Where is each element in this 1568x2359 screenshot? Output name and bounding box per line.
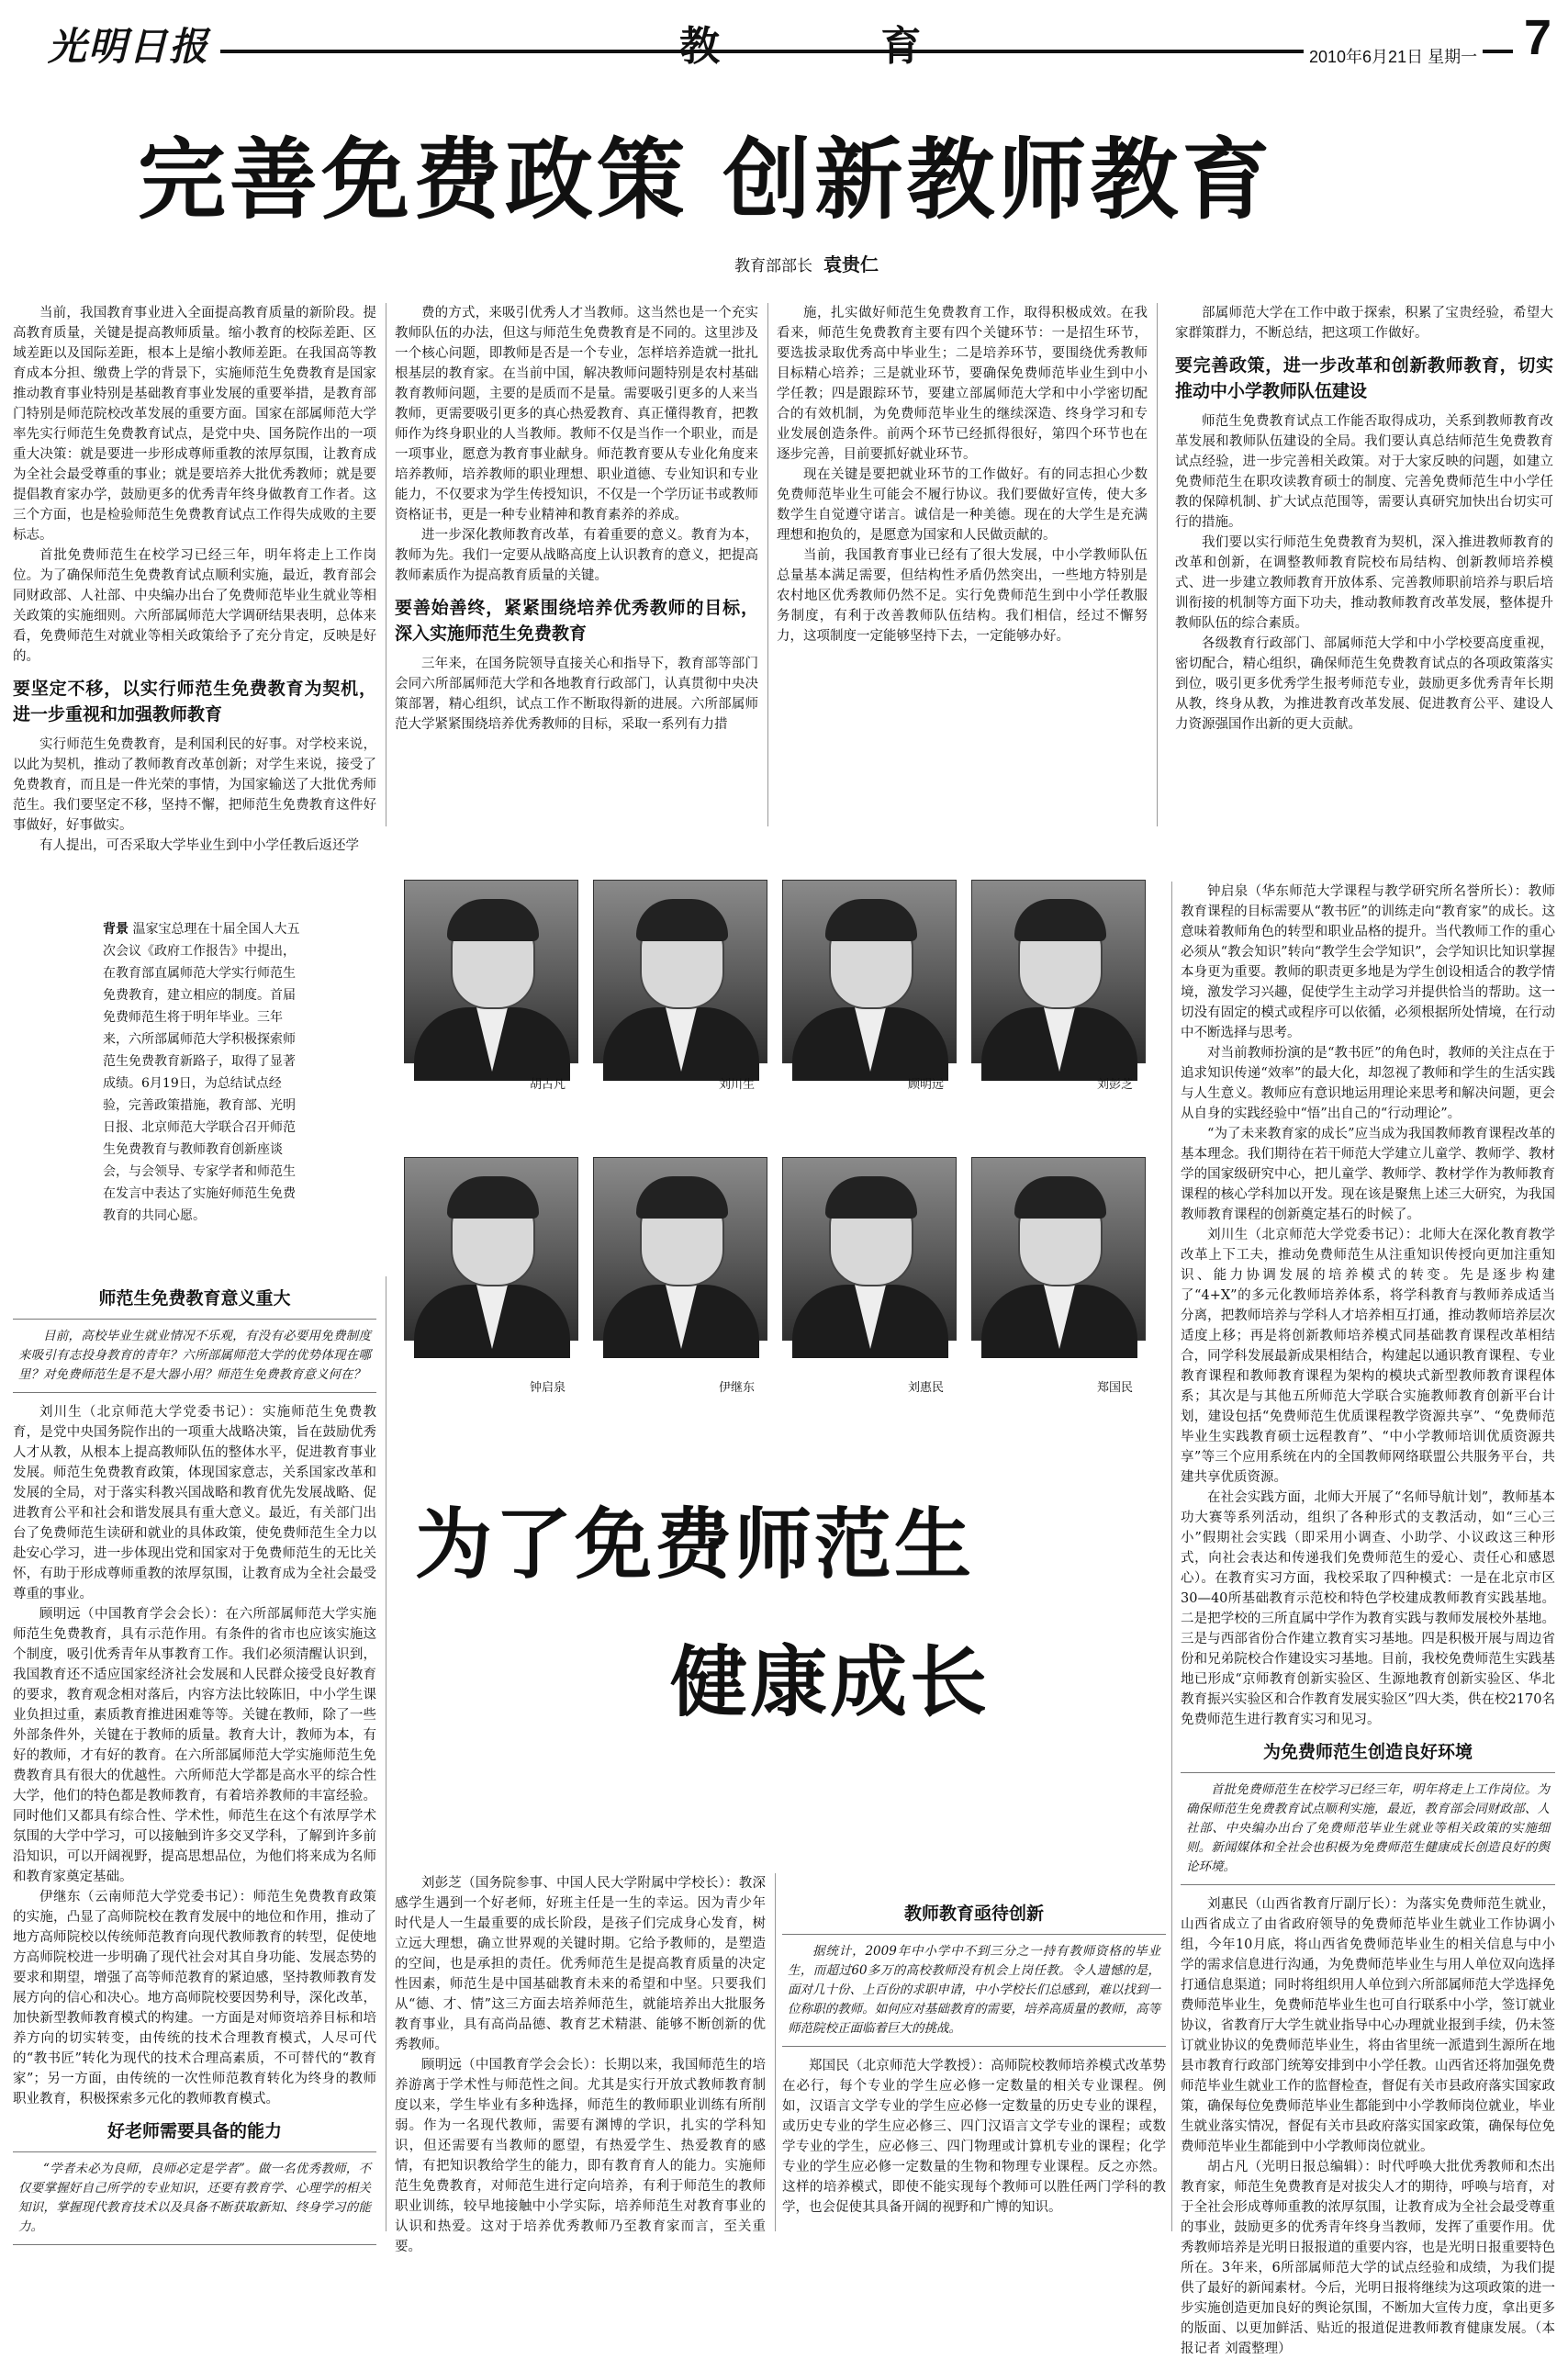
lead-paragraph: 施，扎实做好师范生免费教育工作，取得积极成效。在我看来，师范生免费教育主要有四个关键环节：一是招生环节，要选拔录取优秀高中毕业生；二是培养环节，要围绕优秀教师目标精心培养；三是就业环节，要确保免费师范毕业生到中小学任教；四是跟踪环节，要建立部属师范大学和中小学密切配合的有效机制，为免费师范毕业生的继续深造、终身学习和专业发展创造条件。前两个环节已经抓得很好，第四个环节也在逐步完善，目前要抓好就业环节。 [777,306,1148,462]
forum-question-box: “学者未必为良师，良师必定是学者”。做一名优秀教师，不仅要掌握好自己所学的专业知识，还要有教育学、心理学的相关知识，掌握现代教育技术以及具备不断获取新知、终身学习的能力。 [13,2151,376,2245]
lead-subhead-2: 要善始善终，紧紧围绕培养优秀教师的目标，深入实施师范生免费教育 [395,598,758,644]
portrait-photo [971,880,1146,1063]
forum-paragraph: 伊继东（云南师范大学党委书记）：师范生免费教育政策的实施，凸显了高师院校在教育发展中的地位和作用，推动了地方高师院校以传统师范教育向现代教师教育的转型，促使地方高师院校进一步明确了现代社会对其自身功能、发展态势的要求和期望，增强了高等师范教育的紧迫感，坚持教师教育发展方向的信心和决心。地方高师院校要因势利导，深化改革，加快新型教师教育模式的构建。一方面是对师资培养目标和培养方向的切实转变，由传统的技术合理教育模式，人尽可代的“教书匠”转化为现代的技术合理高素质，不可替代的“教育家”；另一方面，由传统的一次性师范教育转化为终身的教师职业教育，积极探索多元化的教师教育模式。 [13,1890,376,2106]
lead-paragraph: 实行师范生免费教育，是利国利民的好事。对学校来说，以此为契机，推动了教师教育改革创新；对学生来说，接受了免费教育，而且是一件光荣的事情，为国家输送了大批优秀师范生。我们要坚定不移，坚持不懈，把师范生免费教育这件好事做好，好事做实。 [13,737,376,833]
background-label: 背景 [103,922,129,937]
photo-caption: 刘彭芝 [1096,1078,1133,1092]
forum-paragraph: 刘惠民（山西省教育厅副厅长）：为落实免费师范生就业，山西省成立了由省政府领导的免费师范毕业生就业工作协调小组，今年10月底，将山西省免费师范毕业生的相关信息与中小学的需求信息进行沟通，为免费师范毕业生与用人单位双向选择打通信息渠道；同时将组织用人单位到六所部属师范大学选择免费师范毕业生，免费师范毕业生也可自行联系中小学，签订就业协议，省教育厅大学生就业指导中心办理就业报到手续，仍未签订就业协议的免费师范毕业生，将由省里统一派遣到生源所在地县市教育行政部门统筹安排到中小学任教。山西省还将加强免费师范毕业生就业工作的监督检查，督促有关市县政府落实国家政策，确保每位免费师范毕业生都能到中小学教师岗位就业，毕业生就业落实情况，督促有关市县政府落实国家政策，确保每位免费师范毕业生都能到中小学教师岗位就业。 [1181,1897,1555,2154]
forum-subhead: 好老师需要具备的能力 [106,2121,282,2141]
issue-date: 2010年6月21日 星期一 [1304,44,1483,68]
portrait-photo [782,880,957,1063]
lead-column-2 [395,303,758,836]
byline [734,250,879,276]
lead-paragraph: 各级教育行政部门、部属师范大学和中小学校要高度重视，密切配合，精心组织，确保师范生免费教育试点的各项政策落实到位，吸引更多优秀学生报考师范专业，鼓励更多优秀青年长期从教，终身从教，为推进教育改革发展、促进教育公平、建设人力资源强国作出新的更大贡献。 [1175,636,1553,732]
forum-paragraph: 顾明远（中国教育学会会长）：在六所部属师范大学实施师范生免费教育，具有示范作用。有条件的省市也应该实施这个制度，吸引优秀青年从事教育工作。我们必须清醒认识到，我国教育还不适应国家经济社会发展和人民群众接受良好教育的要求，教育观念相对落后，内容方法比较陈旧，中小学生课业负担过重，素质教育推进困难等等。关键在教师，除了一些外部条件外，关键在于教师的质量。教育大计，教师为本，有好的教师，才有好的教育。在六所部属师范大学实施师范生免费教育具有很大的优越性。六所师范大学都是高水平的综合性大学，他们的特色都是教师教育，有着培养教师的丰富经验。同时他们又都具有综合性、学术性，师范生在这个有浓厚学术氛围的大学中学习，可以接触到许多交叉学科，了解到许多前沿知识，可以开阔视野，提高思想品位，为他们将来成为名师和教育家奠定基础。 [13,1607,376,1884]
column-divider [1171,882,1172,2231]
forum-headline-line-2: 健康成长 [670,1637,991,1727]
forum-subhead: 师范生免费教育意义重大 [98,1288,291,1309]
lead-paragraph: 进一步深化教师教育改革，有着重要的意义。教育为本，教师为先。我们一定要从战略高度上认识教育的意义，把提高教师素质作为提高教育质量的关键。 [395,528,758,583]
column-divider [767,303,768,826]
photo-caption: 顾明远 [907,1078,944,1092]
lead-paragraph: 当前，我国教育事业已经有了很大发展，中小学教师队伍总量基本满足需要，但结构性矛盾仍然突出，一些地方特别是农村地区优秀教师仍然不足。实行免费师范生到中小学任教服务制度，有利于改善教师队伍结构。我们相信，经过不懈努力，这项制度一定能够坚持下去，一定能够办好。 [777,548,1148,644]
lead-subhead-1: 要坚定不移，以实行师范生免费教育为契机，进一步重视和加强教师教育 [13,679,376,725]
forum-question-box: 首批免费师范生在校学习已经三年，明年将走上工作岗位。为确保师范生免费教育试点顺利实施，最近，教育部会同财政部、人社部、中央编办出台了免费师范毕业生就业等相关政策的实施细则。新闻媒体和全社会也积极为免费师范生健康成长创造良好的舆论环境。 [1181,1772,1555,1885]
lead-paragraph: 我们要以实行师范生免费教育为契机，深入推进教师教育的改革和创新，在调整教师教育院校布局结构、创新教师培养模式、进一步建立教师教育开放体系、完善教师职前培养与职后培训衔接的机制等方面下功夫，推动教师教育改革发展，整体提升教师队伍的综合素质。 [1175,535,1553,631]
lead-paragraph: 师范生免费教育试点工作能否取得成功，关系到教师教育改革发展和教师队伍建设的全局。我们要认真总结师范生免费教育试点经验，进一步完善相关政策。对于大家反映的问题，如建立免费师范生在职攻读教育硕士的制度、完善免费师范生中小学任教的保障机制、扩大试点范围等，需要认真研究加快出台切实可行的措施。 [1175,414,1553,530]
lead-paragraph: 三年来，在国务院领导直接关心和指导下，教育部等部门会同六所部属师范大学和各地教育行政部门，认真贯彻中央决策部署，精心组织，试点工作不断取得新的进展。六所部属师范大学紧紧围绕培养优秀教师的目标，采取一系列有力措 [395,657,758,732]
forum-left-column [13,1276,376,2234]
forum-subhead: 教师教育亟待创新 [903,1904,1044,1924]
background-note [103,918,307,1227]
forum-paragraph: 对当前教师扮演的是“教书匠”的角色时，教师的关注点在于追求知识传递“效率”的最大化，却忽视了教师和学生的生活实践与人生意义。教师应有意识地运用理论来思考和解决问题，更会从自身的实践经验中“悟”出自己的“行动理论”。 [1181,1046,1555,1121]
forum-paragraph: 钟启泉（华东师范大学课程与教学研究所名誉所长）：教师教育课程的目标需要从“教书匠”的训练走向“教育家”的成长。这意味着教师角色的转型和职业品格的提升。当代教师工作的重心必须从“教会知识”转向“教学生会学知识”，会学知识比知识掌握本身更为重要。教师的职责更多地是为学生创设相适合的教学情境，激发学习兴趣，促使学生主动学习并提供恰当的帮助。这一切没有固定的模式或程序可以依循，必须根据所处情境，在行动中不断选择与思考。 [1181,884,1555,1040]
portrait-photo [971,1157,1146,1341]
lead-column-4 [1175,303,1553,836]
photo-caption: 郑国民 [1096,1381,1133,1395]
forum-center-column [782,1892,1166,2231]
portrait-photo [593,1157,767,1341]
forum-question-box: 目前，高校毕业生就业情况不乐观，有没有必要用免费制度来吸引有志投身教育的青年？六所部属师范大学的优势体现在哪里？对免费师范生是不是大器小用？师范生免费教育意义何在？ [13,1319,376,1393]
lead-subhead-3: 要完善政策，进一步改革和创新教师教育，切实推动中小学教师队伍建设 [1175,355,1553,401]
section-title: 教 育 [679,23,995,70]
masthead [0,0,1568,70]
forum-middle-column [395,1873,766,2254]
forum-question-box: 据统计，2009年中小学中不到三分之一持有教师资格的毕业生，而超过60多万的高校教师没有机会上岗任教。令人遗憾的是，面对几十份、上百份的求职申请，中小学校长们总感到，难以找到一位称职的教师。如何应对基础教育的需要，培养高质量的教师，高等师范院校正面临着巨大的挑战。 [782,1934,1166,2047]
portrait-photo [782,1157,957,1341]
photo-caption: 刘惠民 [907,1381,944,1395]
photo-caption: 刘川生 [718,1078,755,1092]
forum-paragraph: 郑国民（北京师范大学教授）：高师院校教师培养模式改革势在必行，每个专业的学生应必修一定数量的相关专业课程。例如，汉语言文学专业的学生应必修一定数量的历史专业的课程，或历史专业的学生应必修三、四门汉语言文学专业的课程；或数学专业的学生，应必修三、四门物理或计算机专业的课程；化学专业的学生应必修一定数量的生物和物理专业课程。反之亦然。这样的培养模式，即使不能实现每个教师可以胜任两门学科的教学，也会促使其具备开阔的视野和广博的知识。 [782,2059,1166,2215]
forum-paragraph: “为了未来教育家的成长”应当成为我国教师教育课程改革的基本理念。我们期待在若干师范大学建立儿童学、教师学、教材学的国家级研究中心，把儿童学、教师学、教材学作为教师教育课程的核心学科加以开发。现在该是聚焦上述三大研究，为我国教师教育课程的创新奠定基石的时候了。 [1181,1127,1555,1222]
lead-headline: 完善免费政策 创新教师教育 [138,129,1274,231]
page-number: 7 [1524,10,1552,65]
column-divider [1157,303,1158,826]
byline-role: 教育部部长 [734,257,812,275]
forum-paragraph: 刘川生（北京师范大学党委书记）：实施师范生免费教育，是党中央国务院作出的一项重大战略决策，旨在鼓励优秀人才从教，从根本上提高教师队伍的整体水平，促进教育事业发展。师范生免费教育政策，体现国家意志，关系国家改革和发展的全局，对于落实科教兴国战略和教育优先发展战略、促进教育公平和社会和谐发展具有重大意义。最近，有关部门出台了免费师范生读研和就业的具体政策，使免费师范生全力以赴安心学习，进一步体现出党和国家对于免费师范生的无比关怀，有助于形成尊师重教的浓厚氛围，让教育成为全社会最受尊重的事业。 [13,1405,376,1601]
lead-paragraph: 现在关键是要把就业环节的工作做好。有的同志担心少数免费师范毕业生可能会不履行协议。我们要做好宣传，使大多数学生自觉遵守诺言。诚信是一种美德。现在的大学生是充满理想和抱负的，是愿意为国家和人民做贡献的。 [777,467,1148,543]
forum-paragraph: 顾明远（中国教育学会会长）：长期以来，我国师范生的培养游离于学术性与师范性之间。尤其是实行开放式教师教育制度以来，学生毕业有多种选择，师范生的教师职业训练有所削弱。作为一名现代教师，需要有渊博的学识，扎实的学科知识，但还需要有当教师的愿望，有热爱学生、热爱教育的感情，有把知识教给学生的能力，即有教育育人的能力。实施师范生免费教育，对师范生进行定向培养，有利于师范生的教师职业训练，较早地接触中小学实际，培养师范生对教育事业的认识和热爱。这对于培养优秀教师乃至教育家而言，至关重要。 [395,2058,766,2254]
lead-paragraph: 部属师范大学在工作中敢于探索，积累了宝贵经验，希望大家群策群力，不断总结，把这项工作做好。 [1175,306,1553,341]
forum-headline-line-1: 为了免费师范生 [415,1500,975,1590]
lead-column-1 [13,303,376,853]
forum-paragraph: 在社会实践方面，北师大开展了“名师导航计划”，教师基本功大赛等系列活动，组织了各种形式的支教活动，如“三心三小”假期社会实践（即采用小调查、小助学、小议政这三种形式，向社会表达和传递我们免费师范生的爱心、责任心和感恩心）。在教育实习方面，我校采取了四种模式：一是在北京市区30—40所基础教育示范校和特色学校建成教师教育实践基地。二是把学校的三所直属中学作为教育实践与教师发展校外基地。三是与西部省份合作建立教育实习基地。四是积极开展与周边省份和兄弟院校合作建设实习基地。目前，我校免费师范生实践基地已形成“京师教育创新实验区、生源地教育创新实验区、华北教育振兴实验区和合作教育发展实验区”四大类，供在校2170名免费师范生进行教育实习和见习。 [1181,1490,1555,1727]
photo-caption: 钟启泉 [529,1381,566,1395]
portrait-photo [593,880,767,1063]
column-divider [775,1873,776,2231]
lead-paragraph: 费的方式，来吸引优秀人才当教师。这当然也是一个充实教师队伍的办法，但这与师范生免费教育是不同的。这里涉及一个核心问题，即教师是否是一个专业，怎样培养造就一批扎根基层的教育家。在当前中国，解决教师问题特别是农村基础教育教师问题，主要的是质而不是量。需要吸引更多的人来当教师，更需要吸引更多的真心热爱教育、真正懂得教育，把教师作为终身职业的人当教师。教师不仅是当作一个职业，而是一项事业，愿意为教育事业献身。师范教育要从专业化角度来培养教师，培养教师的职业理想、职业道德、专业知识和专业能力，不仅要求为学生传授知识，不仅是一个学历证书或教师资格证书，更是一种专业精神和教育素养的养成。 [395,306,758,522]
photo-caption: 胡占凡 [529,1078,566,1092]
forum-right-column [1181,882,1555,2356]
forum-paragraph: 刘彭芝（国务院参事、中国人民大学附属中学校长）：教深感学生遇到一个好老师，好班主任是一生的幸运。因为青少年时代是人一生最重要的成长阶段，是孩子们完成身心发育，树立远大理想，确立世界观的关键时期。它给予教师的，是塑造的空间，也是承担的责任。优秀师范生是提高教育质量的决定性因素，师范生是中国基础教育未来的希望和中坚。只要我们从“德、才、情”这三方面去培养师范生，就能培养出大批服务教育事业，具有高尚品德、教育艺术精湛、能够不断创新的优秀教师。 [395,1876,766,2052]
lead-column-3 [777,303,1148,836]
forum-paragraph: 刘川生（北京师范大学党委书记）：北师大在深化教育教学改革上下工夫，推动免费师范生从注重知识传授向更加注重知识、能力协调发展的培养模式的转变。先是逐步构建了“4+X”的多元化教师培养体系，将学科教育与教师养成适当分离，把教师培养与学科人才培养相互打通，推动教师培养层次适度上移；再是将创新教师培养模式同基础教育课程改革相结合，同学科发展最新成果相结合，构建起以通识教育课程、专业教育课程和教师教育课程为架构的模块式新型教师教育课程体系；其次是与其他五所师范大学联合实施教师教育创新平台计划，建设包括“免费师范生优质课程教学资源共享”、“免费师范毕业生实践教育硕士远程教育”、“中小学教师培训优质资源共享”等三个应用系统在内的全国教师网络联盟公共服务平台，共建共享优质资源。 [1181,1228,1555,1485]
forum-subhead: 为免费师范生创造良好环境 [1262,1742,1473,1762]
portrait-photo [404,1157,578,1341]
forum-paragraph: 胡占凡（光明日报总编辑）：时代呼唤大批优秀教师和杰出教育家，师范生免费教育是对拔尖人才的期待，呼唤与培育，对于全社会形成尊师重教的浓厚氛围，让教育成为全社会最受尊重的事业，鼓励更多的优秀青年终身当教师，发挥了重要作用。优秀教师培养是光明日报报道的重要内容，也是光明日报重要特色所在。3年来，6所部属师范大学的试点经验和成绩，为我们提供了最好的新闻素材。今后，光明日报将继续为这项政策的进一步实施创造更加良好的舆论氛围，不断加大宣传力度，拿出更多的版面、以更加鲜活、贴近的报道促进教师教育健康发展。（本报记者 刘霞整理） [1181,2160,1555,2356]
photo-caption: 伊继东 [718,1381,755,1395]
newspaper-logo: 光明日报 [48,24,210,69]
lead-paragraph: 首批免费师范生在校学习已经三年，明年将走上工作岗位。为了确保师范生免费教育试点顺利实施，最近，教育部会同财政部、人社部、中央编办出台了免费师范毕业生就业等相关政策的实施细则。六所部属师范大学调研结果表明，总体来看，免费师范生对就业等相关政策给予了充分肯定，反映是好的。 [13,548,376,664]
byline-name: 袁贵仁 [823,253,879,275]
background-text: 温家宝总理在十届全国人大五次会议《政府工作报告》中提出，在教育部直属师范大学实行师范生免费教育，建立相应的制度。首届免费师范生将于明年毕业。三年来，六所部属师范大学积极探索师范生免费教育新路子，取得了显著成绩。6月19日，为总结试点经验，完善政策措施，教育部、光明日报、北京师范大学联合召开师范生免费教育与教师教育创新座谈会，与会领导、专家学者和师范生在发言中表达了实施好师范生免费教育的共同心愿。 [103,922,300,1223]
portrait-photo [404,880,578,1063]
lead-paragraph: 有人提出，可否采取大学毕业生到中小学任教后返还学 [39,838,359,853]
lead-paragraph: 当前，我国教育事业进入全面提高教育质量的新阶段。提高教育质量，关键是提高教师质量。缩小教育的校际差距、区域差距以及国际差距，根本上是缩小教师差距。在我国高等教育成本分担、缴费上学的背景下，实施师范生免费教育是国家推动教育事业特别是基础教育事业发展的重要举措，是教育部门特别是师范院校改革发展的重要方面。国家在部属师范大学率先实行师范生免费教育试点，是党中央、国务院作出的一项重大决策：就是要进一步形成尊师重教的浓厚氛围，让教育成为全社会最受尊重的事业；就是要培养大批优秀教师；就是要提倡教育家办学，鼓励更多的优秀青年终身做教育工作者。这三个方面，也是检验师范生免费教育试点工作得失成败的主要标志。 [13,306,376,543]
